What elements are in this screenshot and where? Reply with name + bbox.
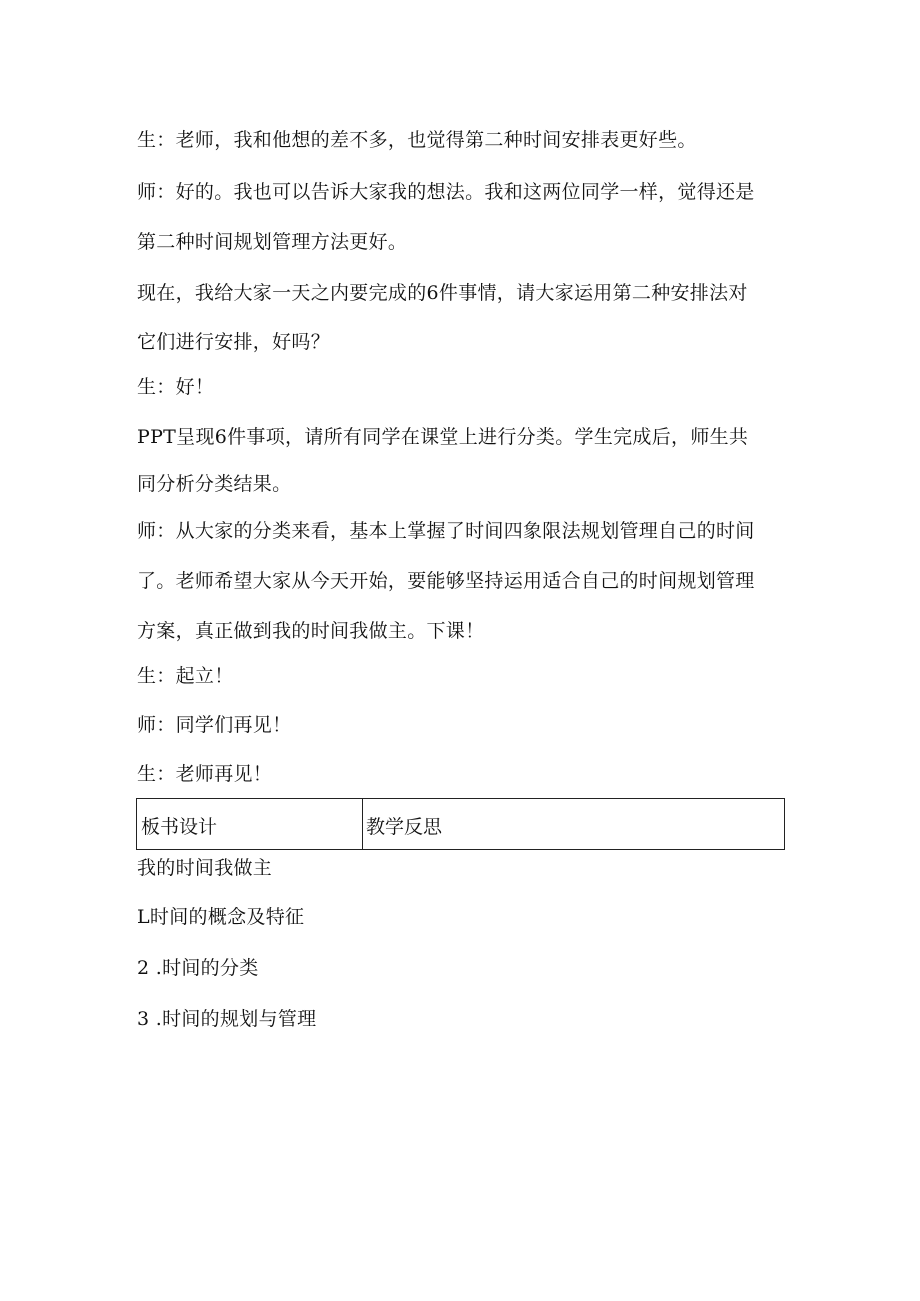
dialogue-line: 生：好！ <box>137 376 215 398</box>
board-item: L时间的概念及特征 <box>137 906 305 928</box>
design-reflection-table <box>136 798 785 850</box>
table-divider <box>362 799 363 849</box>
dialogue-line: 第二种时间规划管理方法更好。 <box>137 231 408 253</box>
dialogue-line: 了。老师希望大家从今天开始，要能够坚持运用适合自己的时间规划管理 <box>137 570 755 592</box>
paragraph-line: 它们进行安排，好吗？ <box>137 331 331 353</box>
dialogue-line: 生：老师，我和他想的差不多，也觉得第二种时间安排表更好些。 <box>137 129 697 151</box>
paragraph-line: 现在，我给大家一天之内要完成的6件事情，请大家运用第二种安排法对 <box>137 282 748 304</box>
board-title: 我的时间我做主 <box>137 857 273 879</box>
dialogue-line: 师：好的。我也可以告诉大家我的想法。我和这两位同学一样，觉得还是 <box>137 181 755 203</box>
dialogue-line: 方案，真正做到我的时间我做主。下课！ <box>137 620 485 642</box>
table-cell-board-design: 板书设计 <box>141 816 218 838</box>
dialogue-line: 生：老师再见！ <box>137 763 273 785</box>
board-item: 2 .时间的分类 <box>137 957 259 979</box>
dialogue-line: 生：起立！ <box>137 665 234 687</box>
table-cell-teaching-reflection: 教学反思 <box>366 816 443 838</box>
paragraph-line: PPT呈现6件事项，请所有同学在课堂上进行分类。学生完成后，师生共 <box>137 426 749 448</box>
dialogue-line: 师：同学们再见！ <box>137 714 292 736</box>
paragraph-line: 同分析分类结果。 <box>137 473 292 495</box>
dialogue-line: 师：从大家的分类来看，基本上掌握了时间四象限法规划管理自己的时间 <box>137 520 755 542</box>
board-item: 3 .时间的规划与管理 <box>137 1008 317 1030</box>
